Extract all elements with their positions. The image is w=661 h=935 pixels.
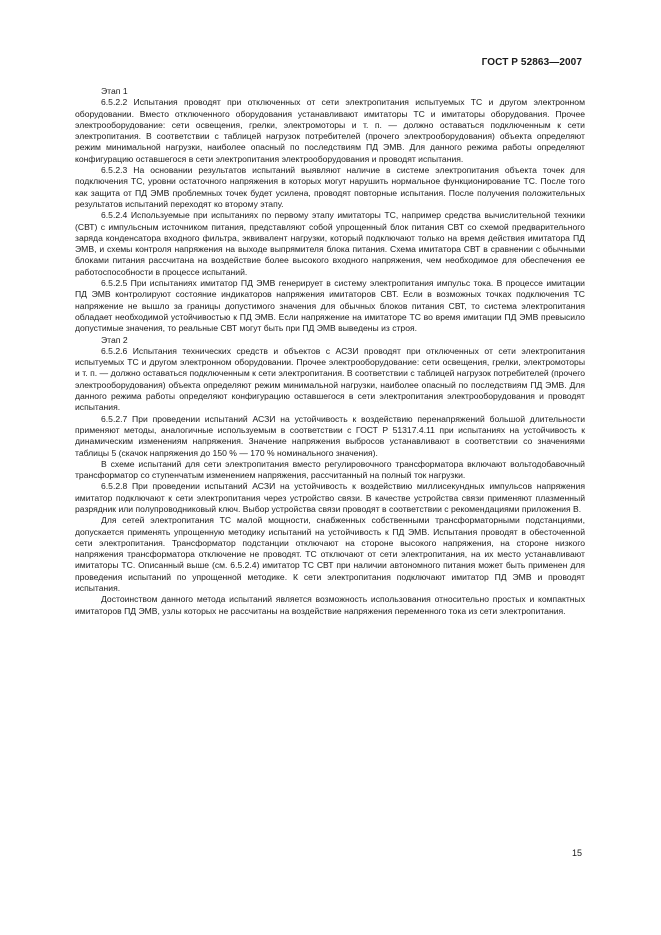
stage-heading: Этап 1 [101, 86, 128, 96]
paragraph: Для сетей электропитания ТС малой мощности, снабженных собственными трансформаторными подстанциями, допускается применять упрощенную методику испытаний на устойчивость к ПД ЭМВ. Испытания проводят в обесточенной сети электропитания. Трансформатор подстанции отключают на стороне высокого напряжения, на стороне низкого напряжения трансформатора отключение не проводят. ТС отключают от сети электропитания, на их место устанавливают имитаторы ТС. Описанный выше (см. 6.5.2.4) имитатор ТС СВТ при наличии автономного питания может быть применен для проведения испытаний по упрощенной методике. К сети электропитания подключают имитатор ПД ЭМВ и проводят испытания. [75, 515, 585, 594]
paragraph: 6.5.2.2 Испытания проводят при отключенных от сети электропитания испытуемых ТС и другом электронном оборудовании. Вместо отключенного оборудования устанавливают имитаторы ТС и имитаторы оборудования. Прочее электрооборудование: сети освещения, грелки, электромоторы и т. п. — должно оставаться подключенным к сети электропитания. В соответствии с таблицей нагрузок потребителей (прочего электрооборудования) объекта определяют режим минимальной нагрузки, наиболее опасный по последствиям ПД ЭМВ. Для данного режима работы определяют конфигурацию оставшегося в сети электропитания электрооборудования и проводят испытания. [75, 97, 585, 164]
paragraph: 6.5.2.6 Испытания технических средств и объектов с АСЗИ проводят при отключенных от сети электропитания испытуемых ТС и другом электронном оборудовании. Прочее электрооборудование: сети освещения, грелки, электромоторы и т. п. — должно оставаться подключенным к сети электропитания. В соответствии с таблицей нагрузок потребителей (прочего электрооборудования) объекта определяют режим минимальной нагрузки, наиболее опасный по последствиям ПД ЭМВ. Для данного режима работы определяют конфигурацию оставшегося в сети электропитания электрооборудования и проводят испытания. [75, 345, 585, 413]
standard-number-header: ГОСТ Р 52863—2007 [481, 57, 582, 68]
paragraph: 6.5.2.3 На основании результатов испытаний выявляют наличие в системе электропитания объекта точек для подключения ТС, уровни остаточного напряжения в которых могут нарушить нормальное функционирование ТС. После того как защита от ПД ЭМВ проблемных точек будет усилена, проводят повторные испытания. После получения положительных результатов испытаний переходят ко второму этапу. [75, 165, 585, 209]
body-text [75, 86, 585, 617]
paragraph: В схеме испытаний для сети электропитания вместо регулировочного трансформатора включают вольтодобавочный трансформатор со ступенчатым изменением напряжения, рассчитанный на полный ток нагрузки. [75, 458, 585, 481]
paragraph: 6.5.2.4 Используемые при испытаниях по первому этапу имитаторы ТС, например средства вычислительной техники (СВТ) с импульсным источником питания, представляют собой упрощенный блок питания СВТ со схемой предварительного заряда конденсатора входного фильтра, эквивалент нагрузки, который подключают только на время действия имитатора ПД ЭМВ, и схемы контроля напряжения на выходе выпрямителя блока питания. Схема имитатора СВТ в сравнении с обычными блоками питания рассчитана на воздействие более высокого входного напряжения, чем необходимое для обеспечения ее работоспособности в процессе испытаний. [75, 210, 585, 277]
paragraph: 6.5.2.8 При проведении испытаний АСЗИ на устойчивость к воздействию миллисекундных импульсов напряжения имитатор подключают к сети электропитания через устройство связи. В качестве устройства связи применяют плазменный разрядник или полупроводниковый ключ. Выбор устройства связи проводят в соответствии с рекомендациями приложения В. [75, 481, 585, 514]
page-number: 15 [571, 848, 582, 858]
paragraph: 6.5.2.5 При испытаниях имитатор ПД ЭМВ генерирует в систему электропитания импульс тока. В процессе имитации ПД ЭМВ контролируют состояние индикаторов напряжения имитаторов СВТ. Если в возможных точках подключения ТС напряжение не вышло за границы допустимого значения для обычных блоков питания СВТ, то система электропитания обладает необходимой устойчивостью к ПД ЭМВ. Если напряжение на имитаторе ТС во время имитации ПД ЭМВ превысило допустимые значения, то реальные СВТ могут быть при ПД ЭМВ выведены из строя. [75, 278, 585, 334]
paragraph: 6.5.2.7 При проведении испытаний АСЗИ на устойчивость к воздействию перенапряжений большой длительности применяют методы, аналогичные используемым в соответствии с ГОСТ Р 51317.4.11 при испытаниях на устойчивость к динамическим изменениям напряжения. Значение напряжения выбросов устанавливают в соответствии со значениями таблицы 5 (скачок напряжения до 150 % — 170 % номинального значения). [75, 413, 585, 458]
stage-heading: Этап 2 [101, 334, 128, 345]
paragraph: Достоинством данного метода испытаний является возможность использования относительно простых и компактных имитаторов ПД ЭМВ, узлы которых не рассчитаны на воздействие напряжения переменного тока из сети электропитания. [75, 594, 585, 616]
